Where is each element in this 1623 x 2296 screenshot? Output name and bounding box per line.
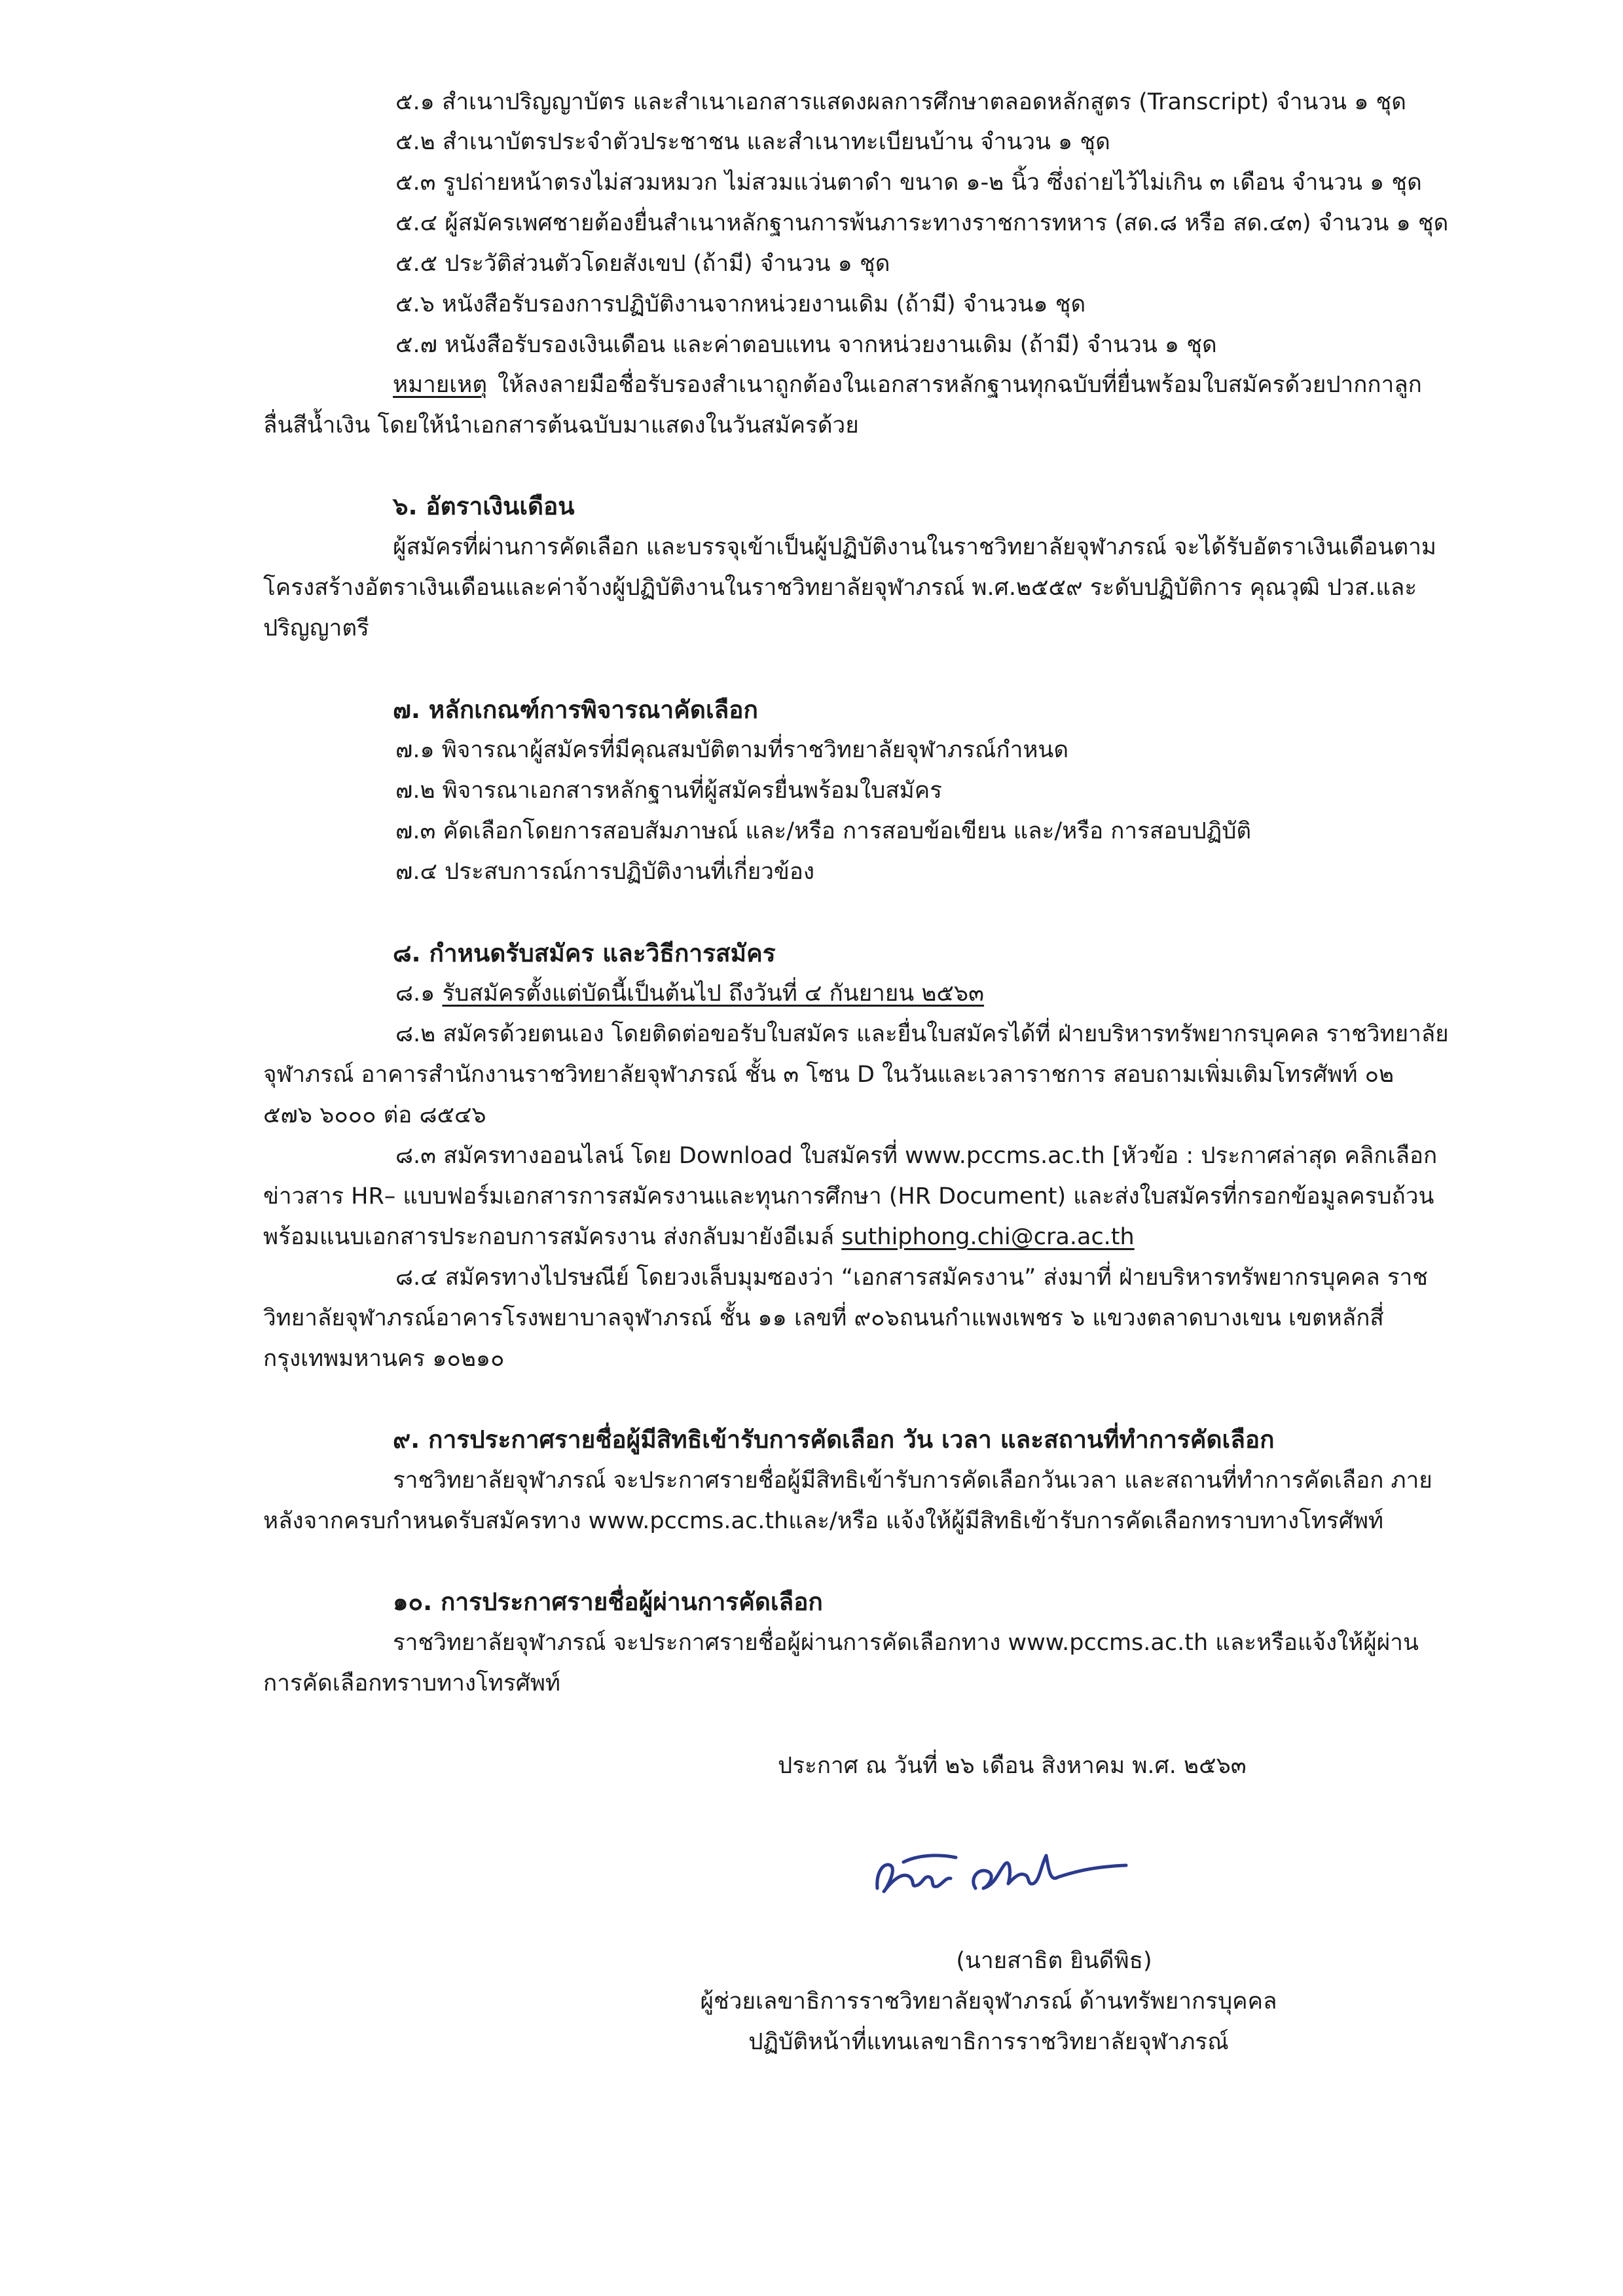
- section8-item-4-line-3: กรุงเทพมหานคร ๑๐๒๑๐: [263, 1346, 505, 1372]
- section8-heading: ๘. กำหนดรับสมัคร และวิธีการสมัคร: [393, 939, 776, 967]
- section5-item-7: ๕.๗ หนังสือรับรองเงินเดือน และค่าตอบแทน จากหน่วยงานเดิม (ถ้ามี) จำนวน ๑ ชุด: [395, 332, 1217, 358]
- section10-line-2: การคัดเลือกทราบทางโทรศัพท์: [263, 1670, 560, 1696]
- section9-line-2: หลังจากครบกำหนดรับสมัครทาง www.pccms.ac.thและ/หรือ แจ้งให้ผู้มีสิทธิเข้ารับการคัดเลือกทราบทางโทรศัพท์: [263, 1508, 1384, 1534]
- section5-item-3: ๕.๓ รูปถ่ายหน้าตรงไม่สวมหมวก ไม่สวมแว่นตาดำ ขนาด ๑-๒ นิ้ว ซึ่งถ่ายไว้ไม่เกิน ๓ เดือน จำนวน ๑ ชุด: [395, 170, 1422, 196]
- section5-item-6: ๕.๖ หนังสือรับรองการปฏิบัติงานจากหน่วยงานเดิม (ถ้ามี) จำนวน๑ ชุด: [395, 291, 1086, 317]
- section5-item-1: ๕.๑ สำเนาปริญญาบัตร และสำเนาเอกสารแสดงผลการศึกษาตลอดหลักสูตร (Transcript) จำนวน ๑ ชุด: [395, 89, 1407, 115]
- section6-line-2: โครงสร้างอัตราเงินเดือนและค่าจ้างผู้ปฏิบัติงานในราชวิทยาลัยจุฬาภรณ์ พ.ศ.๒๕๕๙ ระดับปฏิบัติการ คุณวุฒิ ปวส.และ: [263, 575, 1417, 601]
- section8-item-2-line-1: ๘.๒ สมัครด้วยตนเอง โดยติดต่อขอรับใบสมัคร และยื่นใบสมัครได้ที่ ฝ่ายบริหารทรัพยากรบุคคล ราชวิทยาลัย: [395, 1021, 1449, 1047]
- application-period: รับสมัครตั้งแต่บัดนี้เป็นต้นไป ถึงวันที่ ๔ กันยายน ๒๕๖๓: [442, 980, 985, 1007]
- announcement-date: ประกาศ ณ วันที่ ๒๖ เดือน สิงหาคม พ.ศ. ๒๕๖๓: [778, 1753, 1247, 1779]
- signature-image: [864, 1826, 1152, 1924]
- section10-heading: ๑๐. การประกาศรายชื่อผู้ผ่านการคัดเลือก: [393, 1588, 823, 1616]
- section8-item-3-line-3-text: พร้อมแนบเอกสารประกอบการสมัครงาน ส่งกลับมายังอีเมล์: [263, 1224, 842, 1250]
- email-link[interactable]: suthiphong.chi@cra.ac.th: [841, 1224, 1135, 1250]
- section8-item-4-line-2: วิทยาลัยจุฬาภรณ์อาคารโรงพยาบาลจุฬาภรณ์ ชั้น ๑๑ เลขที่ ๙๐๖ถนนกำแพงเพชร ๖ แขวงตลาดบางเขน เขตหลักสี่: [263, 1305, 1384, 1331]
- section10-line-1: ราชวิทยาลัยจุฬาภรณ์ จะประกาศรายชื่อผู้ผ่านการคัดเลือกทาง www.pccms.ac.th และหรือแจ้งให้ผู้ผ่าน: [393, 1630, 1419, 1656]
- section7-item-1: ๗.๑ พิจารณาผู้สมัครที่มีคุณสมบัติตามที่ราชวิทยาลัยจุฬาภรณ์กำหนด: [395, 737, 1069, 763]
- section8-item-1-number: ๘.๑: [395, 980, 443, 1007]
- section8-item-3-line-3: [263, 1221, 1135, 1253]
- signer-title-line-1: ผู้ช่วยเลขาธิการราชวิทยาลัยจุฬาภรณ์ ด้านทรัพยากรบุคคล: [700, 1988, 1277, 2015]
- note-label: หมายเหตุ: [393, 372, 488, 398]
- section5-item-4: ๕.๔ ผู้สมัครเพศชายต้องยื่นสำเนาหลักฐานการพ้นภาระทางราชการทหาร (สด.๘ หรือ สด.๔๓) จำนวน ๑ ชุด: [395, 210, 1449, 236]
- signer-name: (นายสาธิต ยินดีพิธ): [956, 1948, 1152, 1974]
- note-line-2: ลื่นสีน้ำเงิน โดยให้นำเอกสารต้นฉบับมาแสดงในวันสมัครด้วย: [263, 412, 859, 439]
- section8-item-3-line-1: ๘.๓ สมัครทางออนไลน์ โดย Download ใบสมัครที่ www.pccms.ac.th [หัวข้อ : ประกาศล่าสุด คลิกเลือก: [395, 1143, 1438, 1169]
- section5-item-5: ๕.๕ ประวัติส่วนตัวโดยสังเขป (ถ้ามี) จำนวน ๑ ชุด: [395, 251, 890, 277]
- section8-item-4-line-1: ๘.๔ สมัครทางไปรษณีย์ โดยวงเล็บมุมซองว่า “เอกสารสมัครงาน” ส่งมาที่ ฝ่ายบริหารทรัพยากรบุคคล ราช: [395, 1265, 1429, 1291]
- signer-title-line-2: ปฏิบัติหน้าที่แทนเลขาธิการราชวิทยาลัยจุฬาภรณ์: [748, 2029, 1229, 2055]
- section9-line-1: ราชวิทยาลัยจุฬาภรณ์ จะประกาศรายชื่อผู้มีสิทธิเข้ารับการคัดเลือกวันเวลา และสถานที่ทำการคัดเลือก ภาย: [393, 1467, 1432, 1494]
- section9-heading: ๙. การประกาศรายชื่อผู้มีสิทธิเข้ารับการคัดเลือก วัน เวลา และสถานที่ทำการคัดเลือก: [393, 1426, 1275, 1454]
- section5-item-2: ๕.๒ สำเนาบัตรประจำตัวประชาชน และสำเนาทะเบียนบ้าน จำนวน ๑ ชุด: [395, 129, 1110, 155]
- section7-item-3: ๗.๓ คัดเลือกโดยการสอบสัมภาษณ์ และ/หรือ การสอบข้อเขียน และ/หรือ การสอบปฏิบัติ: [395, 818, 1252, 844]
- section7-item-4: ๗.๔ ประสบการณ์การปฏิบัติงานที่เกี่ยวข้อง: [395, 859, 814, 885]
- section6-heading: ๖. อัตราเงินเดือน: [393, 492, 575, 520]
- section8-item-2-line-3: ๕๗๖ ๖๐๐๐ ต่อ ๘๕๔๖: [263, 1102, 486, 1128]
- section7-item-2: ๗.๒ พิจารณาเอกสารหลักฐานที่ผู้สมัครยื่นพร้อมใบสมัคร: [395, 778, 942, 804]
- section8-item-2-line-2: จุฬาภรณ์ อาคารสำนักงานราชวิทยาลัยจุฬาภรณ์ ชั้น ๓ โซน D ในวันและเวลาราชการ สอบถามเพิ่มเติมโทรศัพท์ ๐๒: [263, 1062, 1395, 1088]
- section6-line-1: ผู้สมัครที่ผ่านการคัดเลือก และบรรจุเข้าเป็นผู้ปฏิบัติงานในราชวิทยาลัยจุฬาภรณ์ จะได้รับอัตราเงินเดือนตาม: [393, 534, 1437, 560]
- section6-line-3: ปริญญาตรี: [263, 615, 369, 641]
- section8-item-1: [395, 978, 984, 1009]
- section8-item-3-line-2: ข่าวสาร HR– แบบฟอร์มเอกสารการสมัครงานและทุนการศึกษา (HR Document) และส่งใบสมัครที่กรอกข้อมูลครบถ้วน: [263, 1183, 1434, 1210]
- section7-heading: ๗. หลักเกณฑ์การพิจารณาคัดเลือก: [393, 696, 758, 724]
- note-line-1: ให้ลงลายมือชื่อรับรองสำเนาถูกต้องในเอกสารหลักฐานทุกฉบับที่ยื่นพร้อมใบสมัครด้วยปากกาลูก: [498, 372, 1422, 398]
